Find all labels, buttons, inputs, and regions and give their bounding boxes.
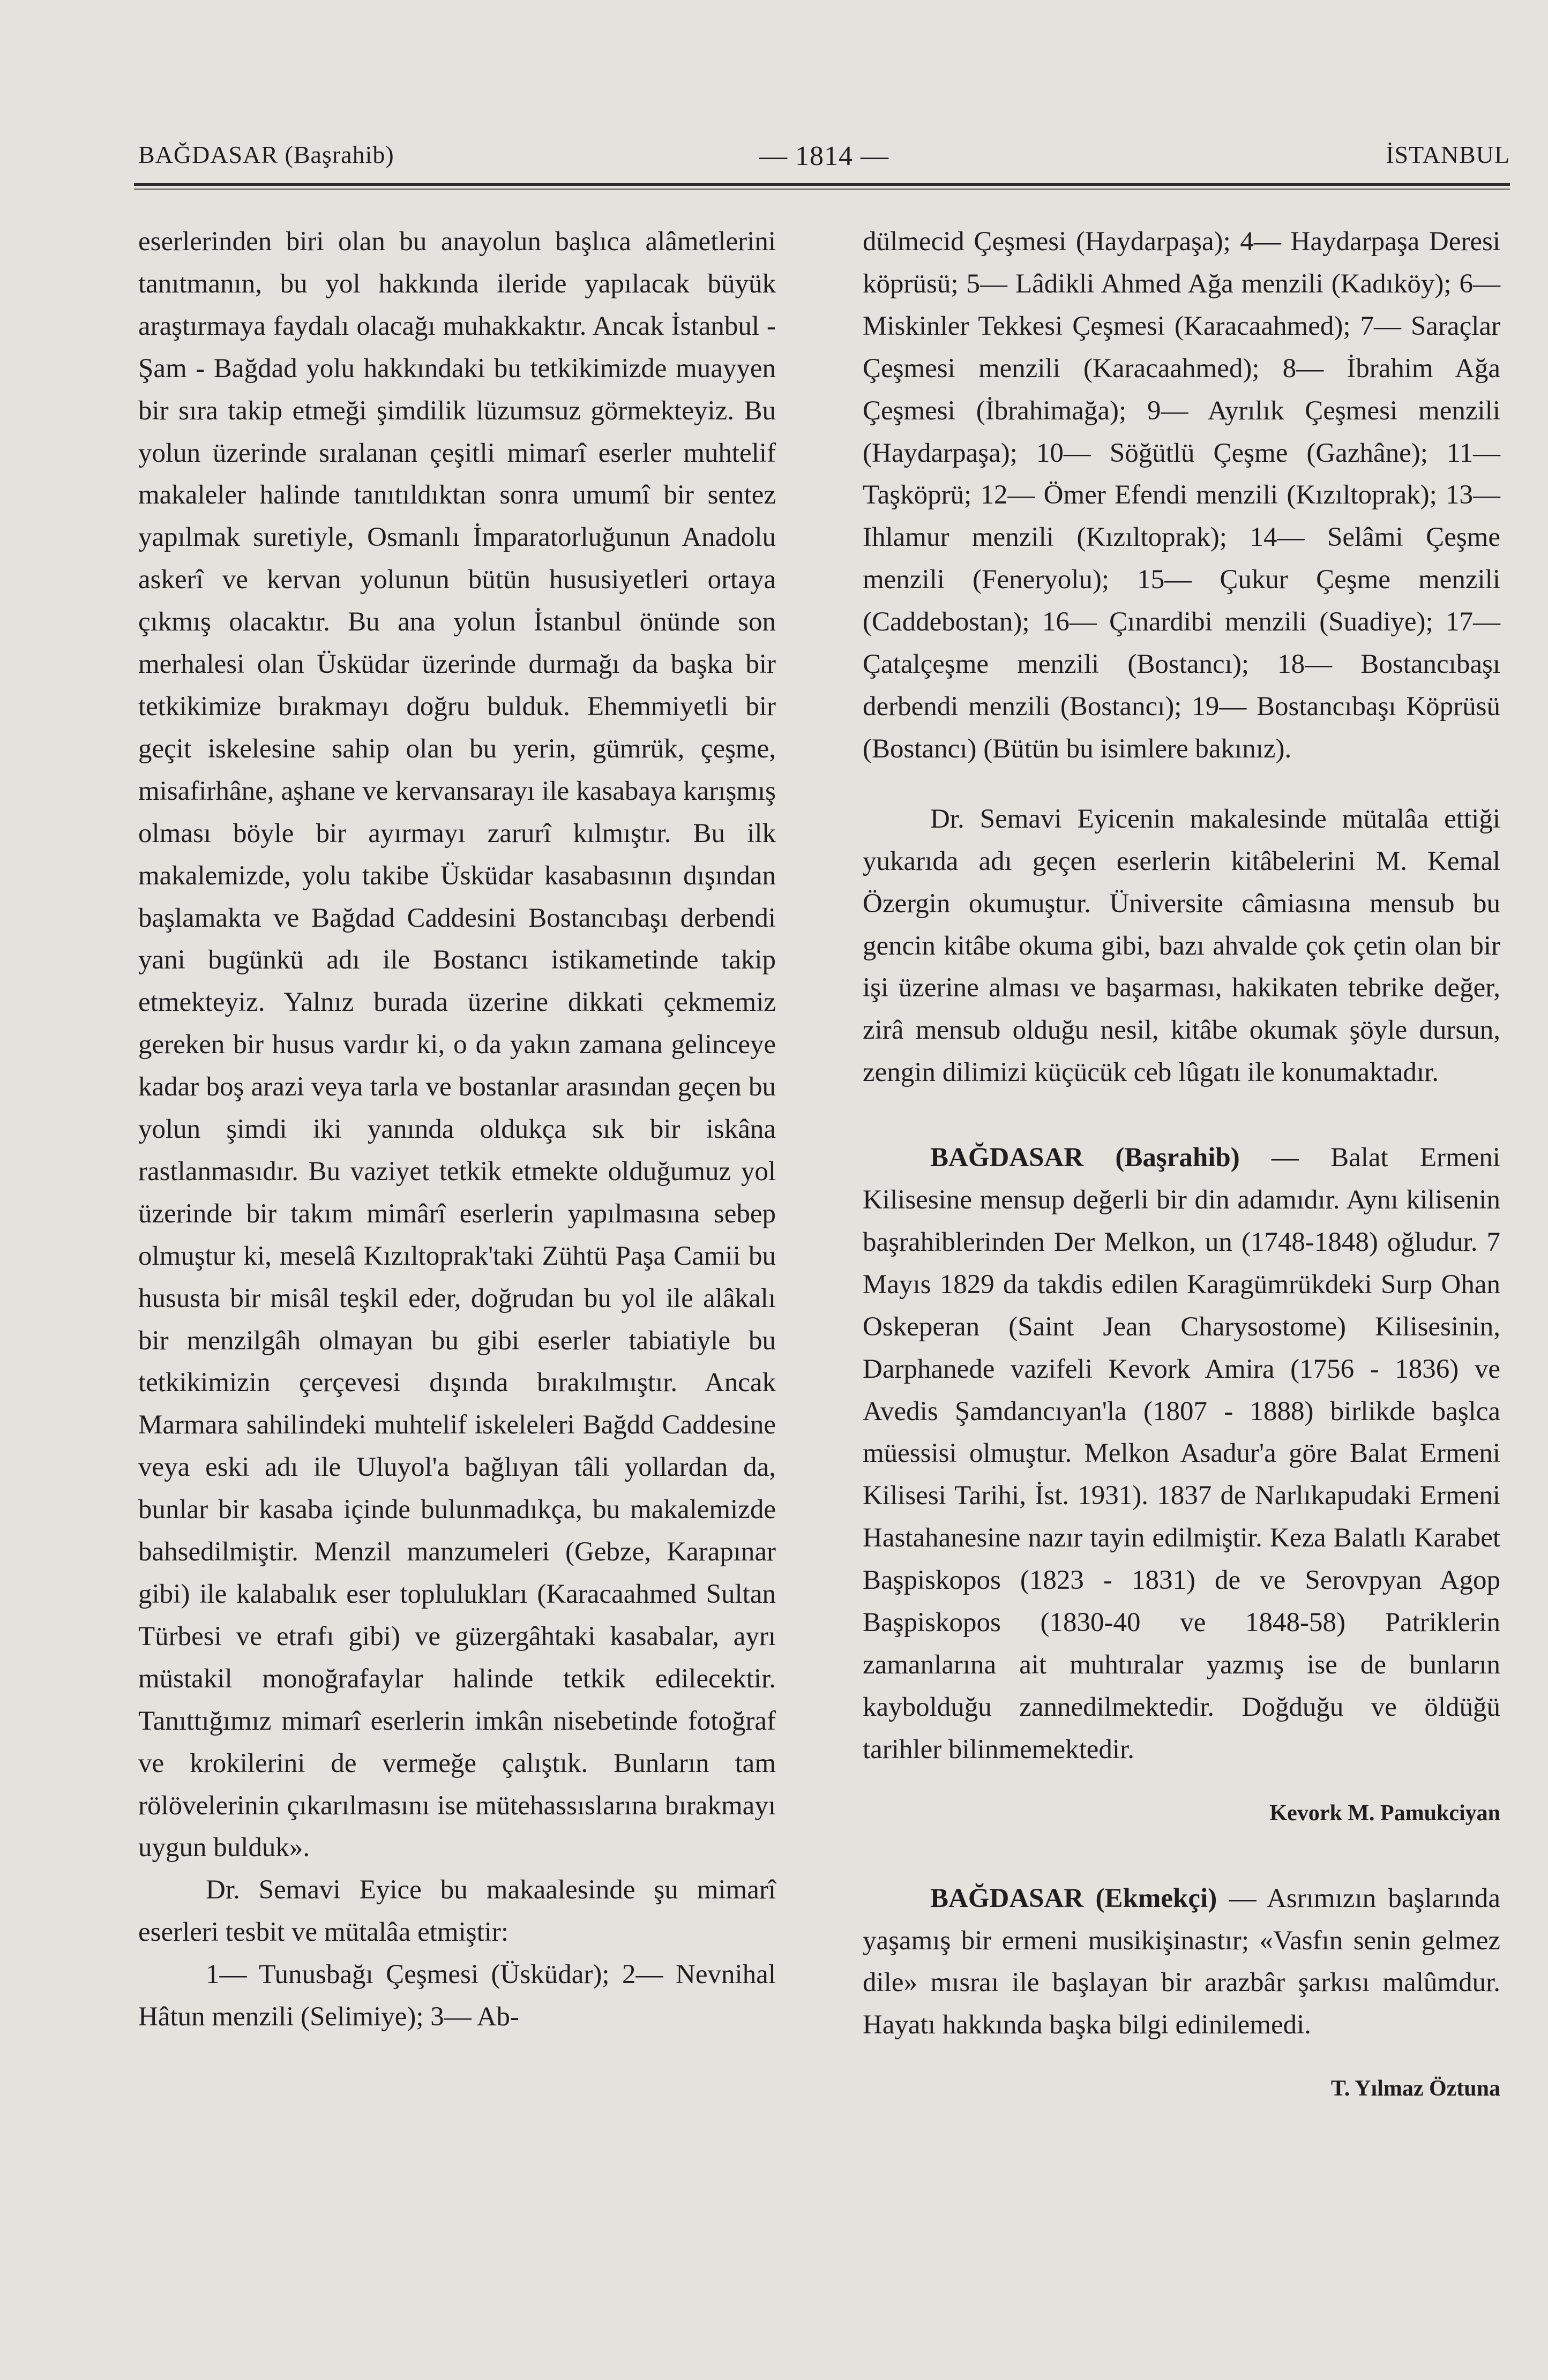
left-paragraph-3: 1— Tunusbağı Çeşmesi (Üsküdar); 2— Nevnihal Hâtun menzili (Selimiye); 3— Ab-: [138, 1959, 776, 2032]
right-paragraph-2: Dr. Semavi Eyicenin makalesinde mütalâa ettiği yukarıda adı geçen eserlerin kitâbelerini M. Kemal Özergin okumuştur. Üniversite câmiasına mensub bu gencin kitâbe okuma gibi, bazı ahvalde çok çetin olan bir işi üzerine alması ve başarması, hakikaten tebrike değer, zirâ mensub olduğu nesil, kitâbe okumak şöyle dursun, zengin dilimizi küçücük ceb lûgatı ile konumaktadır.: [863, 804, 1500, 1088]
left-column: [138, 221, 776, 2038]
entry-bagdasar-ekmekci: [863, 1878, 1500, 2047]
right-column: [863, 221, 1500, 2110]
author-signature: T. Yılmaz Öztuna: [1330, 2076, 1500, 2101]
header-rule-thin: [134, 189, 1510, 190]
entry-body: — Balat Ermeni Kilisesine mensup değerli bir din adamıdır. Aynı kilisenin başrahiblerinden Der Melkon, un (1748-1848) oğludur. 7 Mayıs 1829 da takdis edilen Karagümrükdeki Surp Ohan Oskeperan (Saint Jean Charysostome) Kilisesinin, Darphanede vazifeli Kevork Amira (1756 - 1836) ve Avedis Şamdancıyan'la (1807 - 1888) birlikde başlca müessisi olmuştur. Melkon Asadur'a göre Balat Ermeni Kilisesi Tarihi, İst. 1931). 1837 de Narlıkapudaki Ermeni Hastahanesine nazır tayin edilmiştir. Keza Balatlı Karabet Başpiskopos (1823 - 1831) de ve Serovpyan Agop Başpiskopos (1830-40 ve 1848-58) Patriklerin zamanlarına ait muhtıralar yazmış ise de bunların kaybolduğu zannedilmektedir. Doğduğu ve öldüğü tarihler bilinmemektedir.: [863, 1143, 1500, 1765]
header-publication: İSTANBUL: [1386, 141, 1510, 168]
entry-body: — Asrımızın başlarında yaşamış bir ermeni musikişinastır; «Vasfın senin gelmez dile» mısraı ile başlayan bir arazbâr şarkısı malûmdur. Hayatı hakkında başka bilgi edinilemedi.: [863, 1883, 1500, 2040]
author-signature: Kevork M. Pamukciyan: [1269, 1800, 1500, 1826]
left-paragraph-1: eserlerinden biri olan bu anayolun başlıca alâmetlerini tanıtmanın, bu yol hakkında ileride yapılacak büyük araştırmaya faydalı olacağı muhakkaktır. Ancak İstanbul - Şam - Bağdad yolu hakkındaki bu tetkikimizde muayyen bir sıra takip etmeği şimdilik lüzumsuz görmekteyiz. Bu yolun üzerinde sıralanan çeşitli mimarî eserler muhtelif makaleler halinde tanıtıldıktan sonra umumî bir sentez yapılmak suretiyle, Osmanlı İmparatorluğunun Anadolu askerî ve kervan yolunun bütün hususiyetleri ortaya çıkmış olacaktır. Bu ana yolun İstanbul önünde son merhalesi olan Üsküdar üzerinde durmağı da başka bir tetkikimize bırakmayı doğru bulduk. Ehemmiyetli bir geçit iskelesine sahip olan bu yerin, gümrük, çeşme, misafirhâne, aşhane ve kervansarayı ile kasabaya karışmış olması böyle bir ayırmayı zarurî kılmıştır. Bu ilk makalemizde, yolu takibe Üsküdar kasabasının dışından başlamakta ve Bağdad Caddesini Bostancıbaşı derbendi yani bugünkü adı ile Bostancı istikametinde takip etmekteyiz. Yalnız burada üzerine dikkati çekmemiz gereken bir husus vardır ki, o da yakın zamana gelinceye kadar boş arazi veya tarla ve bostanlar arasından geçen bu yolun şimdi iki yanında oldukça sık bir iskâna rastlanmasıdır. Bu vaziyet tetkik etmekte olduğumuz yol üzerinde bir takım mimârî eserlerin yapılmasına sebep olmuştur ki, meselâ Kızıltoprak'taki Zühtü Paşa Camii bu hususta bir misâl teşkil eder, doğrudan bu yol ile alâkalı bir menzilgâh olmayan bu gibi eserler tabiatiyle bu tetkikimizin çerçevesi dışında bırakılmıştır. Ancak Marmara sahilindeki muhtelif iskeleleri Bağdd Caddesine veya eski adı ile Uluyol'a bağlıyan tâli yollardan da, bunlar bir kasaba içinde bulunmadıkça, bu makalemizde bahsedilmiştir. Menzil manzumeleri (Gebze, Karapınar gibi) ile kalabalık eser toplulukları (Karacaahmed Sultan Türbesi ve etrafı gibi) ve güzergâhtaki kasabalar, ayrı müstakil monoğrafaylar halinde tetkik edilecektir. Tanıttığımız mimarî eserlerin imkân nisebetinde fotoğraf ve krokilerini de vermeğe çalıştık. Bunların tam rölövelerinin çıkarılmasını ise mütehassıslarına bırakmayı uygun bulduk».: [138, 227, 776, 1863]
entry-bagdasar-basrahib: [863, 1137, 1500, 1771]
left-paragraph-2: Dr. Semavi Eyice bu makaalesinde şu mimarî eserleri tesbit ve mütalâa etmiştir:: [138, 1875, 776, 1948]
right-paragraph-1: dülmecid Çeşmesi (Haydarpaşa); 4— Haydarpaşa Deresi köprüsü; 5— Lâdikli Ahmed Ağa menzili (Kadıköy); 6— Miskinler Tekkesi Çeşmesi (Karacaahmed); 7— Saraçlar Çeşmesi menzili (Karacaahmed); 8— İbrahim Ağa Çeşmesi (İbrahimağa); 9— Ayrılık Çeşmesi menzili (Haydarpaşa); 10— Söğütlü Çeşme (Gazhâne); 11— Taşköprü; 12— Ömer Efendi menzili (Kızıltoprak); 13— Ihlamur menzili (Kızıltoprak); 14— Selâmi Çeşme menzili (Feneryolu); 15— Çukur Çeşme menzili (Caddebostan); 16— Çınardibi menzili (Suadiye); 17— Çatalçeşme menzili (Bostancı); 18— Bostancıbaşı derbendi menzili (Bostancı); 19— Bostancıbaşı Köprüsü (Bostancı) (Bütün bu isimlere bakınız).: [863, 227, 1500, 764]
entry-heading: BAĞDASAR (Ekmekçi): [930, 1883, 1217, 1913]
header-rule: [134, 183, 1510, 186]
header-entry-title: BAĞDASAR (Başrahib): [138, 141, 394, 168]
running-header: [138, 140, 1510, 178]
page-number: — 1814 —: [759, 141, 889, 171]
entry-heading: BAĞDASAR (Başrahib): [930, 1143, 1240, 1173]
